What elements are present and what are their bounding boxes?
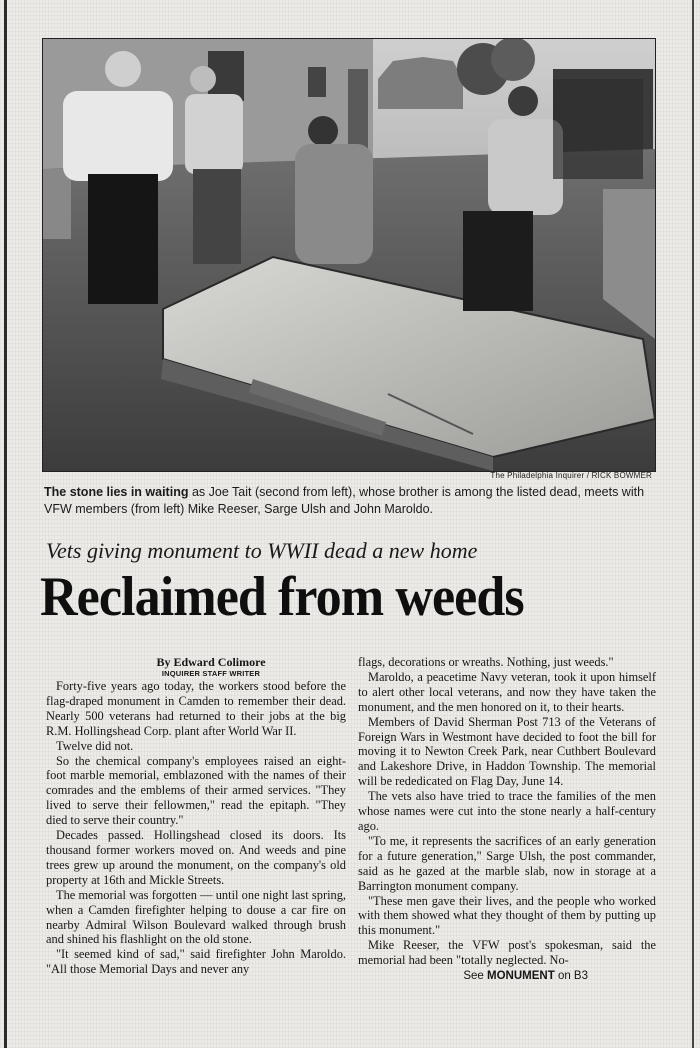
jump-key: MONUMENT bbox=[487, 970, 555, 983]
paragraph: Maroldo, a peacetime Navy veteran, took it upon himself to alert other local veterans, and now they have taken the monument, and the men honored on it, to their hearts. bbox=[358, 669, 656, 714]
caption-lead: The stone lies in waiting bbox=[44, 485, 189, 499]
paragraph: Decades passed. Hollingshead closed its doors. Its thousand former workers moved on. And weeds and pine trees grew up around the monument, on the company's old property at 16th and Mickle Streets. bbox=[46, 828, 346, 887]
paragraph: Mike Reeser, the VFW post's spokesman, said the memorial had been "totally neglected. No- bbox=[358, 938, 656, 968]
caption-text: as Joe Tait (second from left), whose brother is among the listed dead, meets with VFW members (from left) Mike Reeser, Sarge Ulsh and John Maroldo. bbox=[44, 485, 645, 516]
paragraph: So the chemical company's employees raised an eight-foot marble memorial, emblazoned with the names of their comrades and the emblems of their armed services. "They lived to serve their fellowmen," read the epitaph. "They died to serve their country." bbox=[46, 753, 346, 828]
paragraph: The memorial was forgotten — until one night last spring, when a Camden firefighter helping to douse a car fire on nearby Admiral Wilson Boulevard walked through brush and shined his flashlight on the old stone. bbox=[46, 887, 346, 947]
photo-credit: The Philadelphia Inquirer / RICK BOWMER bbox=[490, 471, 652, 480]
jump-prefix: See bbox=[463, 970, 488, 983]
left-edge-rule bbox=[4, 0, 7, 1048]
article-column-right bbox=[358, 655, 656, 984]
photo-illustration bbox=[43, 39, 655, 471]
jump-suffix: on B3 bbox=[554, 970, 588, 983]
main-headline: Reclaimed from weeds bbox=[40, 566, 524, 628]
jump-line bbox=[358, 969, 656, 984]
kicker-headline: Vets giving monument to WWII dead a new home bbox=[46, 538, 478, 563]
paragraph: "It seemed kind of sad," said firefighter John Maroldo. "All those Memorial Days and never any bbox=[46, 947, 346, 977]
paragraph: Members of David Sherman Post 713 of the Veterans of Foreign Wars in Westmont have decided to foot the bill for moving it to Newton Creek Park, near Cuthbert Boulevard and Lakeshore Drive, in Haddon Township. The memorial will be rededicated on Flag Day, June 14. bbox=[358, 714, 656, 789]
byline-role: INQUIRER STAFF WRITER bbox=[161, 669, 261, 678]
byline-name: By Edward Colimore bbox=[156, 655, 266, 669]
paragraph: "To me, it represents the sacrifices of an early generation for a future generation," Sarge Ulsh, the post commander, said as he gazed at the marble slab, now in storage at a Barrington monument company. bbox=[358, 833, 656, 893]
paragraph: Twelve did not. bbox=[56, 738, 134, 753]
article-column-left bbox=[46, 655, 346, 977]
paragraph: The vets also have tried to trace the families of the men whose names were cut into the stone nearly a half-century ago. bbox=[358, 789, 656, 833]
photo-caption bbox=[44, 484, 656, 518]
news-photo bbox=[42, 38, 656, 472]
paragraph: "These men gave their lives, and the people who worked with them showed what they thought of them by putting up this monument." bbox=[358, 893, 656, 938]
right-edge-rule bbox=[692, 0, 694, 1048]
paragraph-continued: flags, decorations or wreaths. Nothing, just weeds." bbox=[358, 655, 614, 669]
paragraph: Forty-five years ago today, the workers stood before the flag-draped monument in Camden to remember their dead. Nearly 500 veterans had returned to their jobs at the big R.M. Hollingshead Corp. plant after World War II. bbox=[46, 679, 346, 738]
